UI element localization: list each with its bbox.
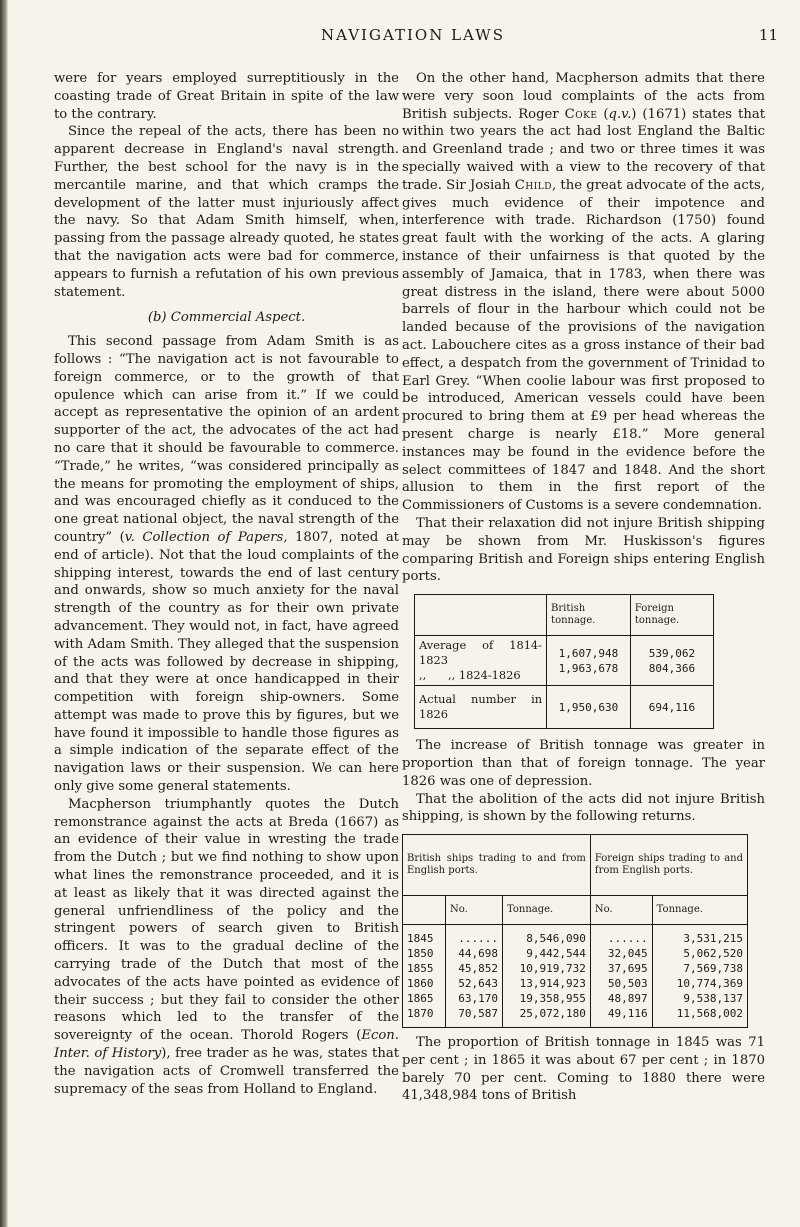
value: 8,546,090	[526, 932, 586, 946]
table-cell: 1,950,630	[547, 686, 631, 729]
author-name: Child	[514, 177, 552, 193]
page-number: 11	[758, 26, 778, 44]
text-run: ), free trader as he was, states that the navigation acts of Cromwell transferred the supremacy of the seas from Holland to England.	[54, 1046, 399, 1097]
table-cell	[415, 636, 547, 686]
text-run: Macpherson triumphantly quotes the Dutch remonstrance against the acts at Breda (1667) as an evidence of their value in wresting the trade from the Dutch ; but we find nothing to show upon what lines the remonstrance proceeded, and it is at least as likely that it was directed against the general unfriendliness of the policy and the stringent powers of search given to British officers. It was to the gradual decline of the carrying trade of the Dutch that most of the advocates of the acts have pointed as evidence of their success ; but they fail to consider the other reasons which led to the transfer of the sovereignty of the ocean. Thorold Rogers (	[54, 796, 399, 1044]
page-binding-edge	[0, 0, 8, 1227]
table-header: Tonnage.	[502, 896, 590, 925]
paragraph	[402, 70, 765, 515]
value: 44,698	[458, 947, 498, 961]
year-column	[403, 925, 446, 1028]
cross-reference: q.v.	[608, 106, 632, 122]
value: 70,587	[458, 1007, 498, 1021]
british-tonnage-column	[502, 925, 590, 1028]
paragraph: The proportion of British tonnage in 1845 was 71 per cent ; in 1865 it was about 67 per cent ; in 1870 barely 70 per cent. Coming to 1880 there were 41,348,984 tons of British	[402, 1035, 765, 1104]
left-column	[54, 70, 399, 1098]
table-cell	[547, 636, 631, 686]
table-header	[403, 896, 446, 925]
value: 1870	[407, 1007, 434, 1021]
running-header	[48, 26, 778, 56]
table-row	[415, 636, 714, 686]
table-header: No.	[446, 896, 503, 925]
text-run: ) (1671) states that within two years the act had lost England the Baltic and Greenland trade ; and two or three times it was specially waived with a view to the recovery of that trade. Sir Josiah	[402, 106, 765, 193]
value: 13,914,923	[519, 977, 586, 991]
text-run: (	[597, 106, 609, 122]
value: 9,538,137	[683, 992, 743, 1006]
british-no-column	[446, 925, 503, 1028]
value: 1865	[407, 992, 434, 1006]
value: 32,045	[607, 947, 648, 961]
value: 45,852	[458, 962, 498, 976]
value: 10,919,732	[519, 962, 586, 976]
right-column	[402, 70, 765, 1105]
value: 48,897	[607, 992, 648, 1006]
value: 11,568,002	[676, 1007, 743, 1021]
value: 7,569,738	[683, 962, 743, 976]
citation: Econ. Inter. of History	[54, 1028, 399, 1062]
paragraph	[54, 333, 399, 796]
citation: v. Collection of Papers,	[124, 529, 288, 545]
paragraph	[54, 796, 399, 1099]
table-header: No.	[590, 896, 652, 925]
huskisson-table	[414, 594, 714, 729]
value: 9,442,544	[526, 947, 586, 961]
value: 539,062	[648, 646, 696, 660]
value: 3,531,215	[683, 932, 743, 946]
value: 52,643	[458, 977, 498, 991]
table-header: Foreign tonnage.	[630, 595, 713, 636]
table-header: British ships trading to and from English ports.	[403, 835, 591, 896]
value: 5,062,520	[683, 947, 743, 961]
table-header-row	[415, 595, 714, 636]
section-subheading: (b) Commercial Aspect.	[147, 310, 306, 326]
foreign-no-column	[590, 925, 652, 1028]
foreign-tonnage-column	[652, 925, 747, 1028]
paragraph: That the abolition of the acts did not injure British shipping, is shown by the following returns.	[402, 791, 765, 825]
row-label: Average of 1814-1823	[419, 638, 543, 668]
value: 1850	[407, 947, 434, 961]
table-header	[415, 595, 547, 636]
value: 1855	[407, 962, 434, 976]
table-header: British tonnage.	[547, 595, 631, 636]
value: 49,116	[607, 1007, 648, 1021]
value: 50,503	[607, 977, 648, 991]
table-header-row	[403, 896, 748, 925]
text-run: On the other hand, Macpherson admits that there were very soon loud complaints of the acts from British subjects. Roger	[402, 71, 765, 122]
text-run: 1807, noted at end of article). Not that the loud complaints of the shipping interest, towards the end of last century and onwards, show so much anxiety for the naval strength of the country as for their own private advancement. They would not, in fact, have agreed with Adam Smith. They alleged that the suspension of the acts was followed by decrease in shipping, and that they were at once handicapped in their competition with foreign ship-owners. Some attempt was made to prove this by figures, but we have found it impossible to handle those figures as a simple indication of the separate effect of the navigation laws or their suspension. We can here only give some general statements.	[54, 529, 399, 795]
table-cell: 694,116	[630, 686, 713, 729]
value: 63,170	[458, 992, 498, 1006]
table-row	[415, 686, 714, 729]
value: 804,366	[648, 661, 696, 675]
value: 10,774,369	[676, 977, 743, 991]
row-label: ,, ,, 1824-1826	[419, 668, 521, 683]
value: ......	[607, 932, 648, 946]
table-header: Foreign ships trading to and from English ports.	[590, 835, 747, 896]
paragraph: Since the repeal of the acts, there has been no apparent decrease in England's naval strength. Further, the best school for the navy is in the mercantile marine, and that which cramps the development of the latter must injuriously affect the navy. So that Adam Smith himself, when, passing from the passage already quoted, he states that the navigation acts were bad for commerce, appears to furnish a refutation of his own previous statement.	[54, 124, 399, 300]
table-cell: Actual number in 1826	[415, 686, 547, 729]
author-name: Coke	[564, 106, 598, 122]
value: ......	[458, 932, 498, 946]
table-header-row	[403, 835, 748, 896]
paragraph: were for years employed surreptitiously in the coasting trade of Great Britain in spite of the law to the contrary.	[54, 71, 399, 122]
table-cell	[630, 636, 713, 686]
value: 37,695	[607, 962, 648, 976]
shipping-returns-table	[402, 834, 748, 1028]
value: 25,072,180	[519, 1007, 586, 1021]
text-run: , the great advocate of the acts, gives much evidence of their impotence and interference with trade. Richardson (1750) found great fault with the working of the acts. A glaring instance of their unfairness is that quoted by the assembly of Jamaica, that in 1783, when there was great distress in the island, there were about 5000 barrels of flour in the harbour which could not be landed because of the provisions of the navigation act. Labouchere cites as a gross instance of their bad effect, a despatch from the government of Trinidad to Earl Grey. “When coolie labour was first proposed to be introduced, American vessels could have been procured to bring them at £9 per head whereas the present charge is nearly £18.” More general instances may be found in the evidence before the select committees of 1847 and 1848. And the short allusion to them in the first report of the Commissioners of Customs is a severe condemnation.	[402, 177, 765, 514]
table-header: Tonnage.	[652, 896, 747, 925]
paragraph: The increase of British tonnage was greater in proportion than that of foreign tonnage. The year 1826 was one of depression.	[402, 738, 765, 789]
value: 1,607,948	[558, 646, 619, 660]
running-title: NAVIGATION LAWS	[321, 26, 505, 44]
paragraph: That their relaxation did not injure British shipping may be shown from Mr. Huskisson's figures comparing British and Foreign ships entering English ports.	[402, 515, 765, 585]
value: 1845	[407, 932, 434, 946]
value: 1860	[407, 977, 434, 991]
text-run: This second passage from Adam Smith is as follows : “The navigation act is not favourable to foreign commerce, or to the growth of that opulence which can arise from it.” If we could accept as representative the opinion of an ardent supporter of the act, the advocates of the act had no care that it should be favourable to commerce. “Trade,” he writes, “was considered principally as the means for promoting the employment of ships, and was encouraged chiefly as it conduced to the one great national object, the naval strength of the country” (	[54, 334, 399, 545]
value: 19,358,955	[519, 992, 586, 1006]
value: 1,963,678	[558, 661, 619, 675]
table-row	[403, 925, 748, 1028]
